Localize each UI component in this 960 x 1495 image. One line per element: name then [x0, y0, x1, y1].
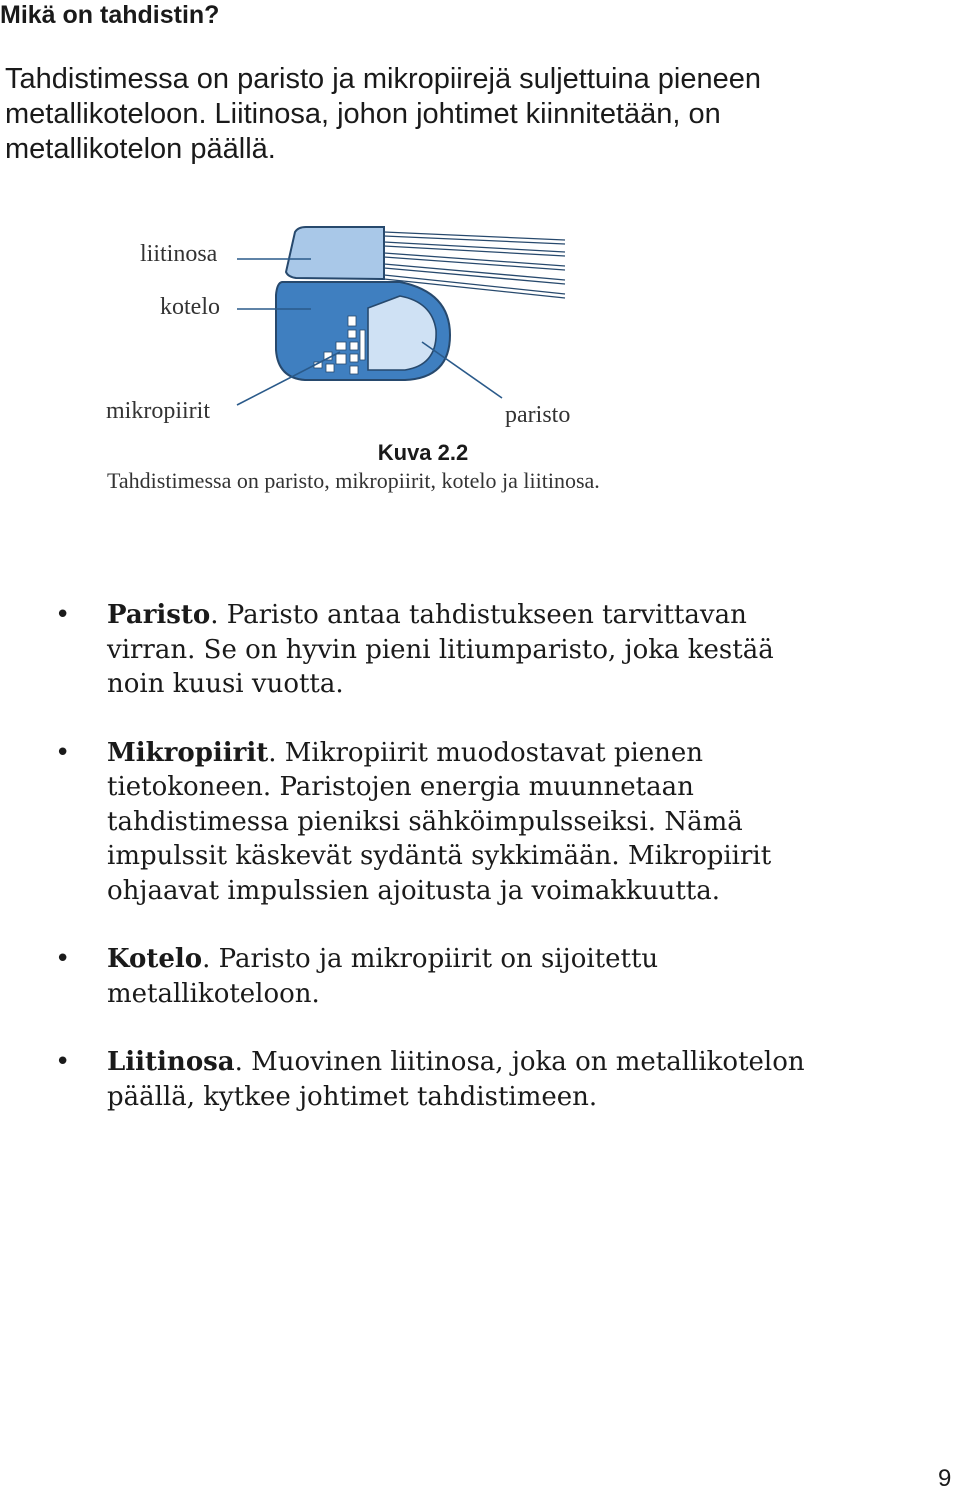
item-first-line: [107, 942, 915, 977]
item-first-line: [107, 736, 915, 771]
intro-line: Tahdistimessa on paristo ja mikropiirejä suljettuina pieneen: [5, 63, 762, 95]
item-line: tahdistimessa pieniksi sähköimpulsseiksi. Nämä: [107, 806, 743, 837]
item-text: . Paristo ja mikropiirit on sijoitettu: [202, 944, 659, 974]
item-line: noin kuusi vuotta.: [107, 669, 344, 699]
item-term: Paristo: [107, 600, 211, 630]
item-first-line: [107, 1045, 915, 1080]
item-term: Liitinosa: [107, 1047, 235, 1077]
component-list: [55, 598, 915, 1148]
figure-number: Kuva 2.2: [377, 440, 469, 465]
item-first-line: [107, 598, 915, 633]
item-term: Mikropiirit: [107, 737, 269, 768]
label-mikropiirit: mikropiirit: [106, 398, 210, 424]
label-kotelo: kotelo: [160, 294, 220, 320]
header-block: [286, 227, 384, 279]
bullet-marker: •: [55, 600, 71, 630]
list-item: [55, 598, 915, 702]
label-paristo: paristo: [505, 402, 571, 428]
intro-paragraph: [5, 62, 905, 167]
intro-line: metallikotelon päällä.: [5, 133, 276, 165]
bullet-marker: •: [55, 1047, 71, 1077]
item-line: impulssit käskevät sydäntä sykkimään. Mikropiirit: [107, 841, 772, 871]
intro-line: metallikoteloon. Liitinosa, johon johtimet kiinnitetään, on: [5, 98, 721, 130]
page-number: 9: [938, 1465, 952, 1492]
page-heading: Mikä on tahdistin?: [0, 1, 220, 29]
item-line: metallikoteloon.: [107, 978, 320, 1009]
item-line: päällä, kytkee johtimet tahdistimeen.: [107, 1081, 598, 1112]
item-term: Kotelo: [107, 944, 203, 974]
item-text: . Mikropiirit muodostavat pienen: [268, 737, 704, 768]
list-item: [55, 736, 915, 909]
pacemaker-figure: [100, 220, 620, 435]
figure-caption: Tahdistimessa on paristo, mikropiirit, kotelo ja liitinosa.: [107, 468, 600, 493]
item-text: . Paristo antaa tahdistukseen tarvittavan: [210, 600, 747, 630]
list-item: [55, 1045, 915, 1114]
label-liitinosa: liitinosa: [140, 241, 218, 267]
list-item: [55, 942, 915, 1011]
bullet-marker: •: [55, 737, 71, 768]
item-text: . Muovinen liitinosa, joka on metallikotelon: [234, 1047, 805, 1077]
item-line: virran. Se on hyvin pieni litiumparisto, joka kestää: [107, 634, 774, 665]
bullet-marker: •: [55, 944, 71, 974]
item-line: tietokoneen. Paristojen energia muunnetaan: [107, 772, 694, 802]
item-line: ohjaavat impulssien ajoitusta ja voimakkuutta.: [107, 875, 721, 906]
